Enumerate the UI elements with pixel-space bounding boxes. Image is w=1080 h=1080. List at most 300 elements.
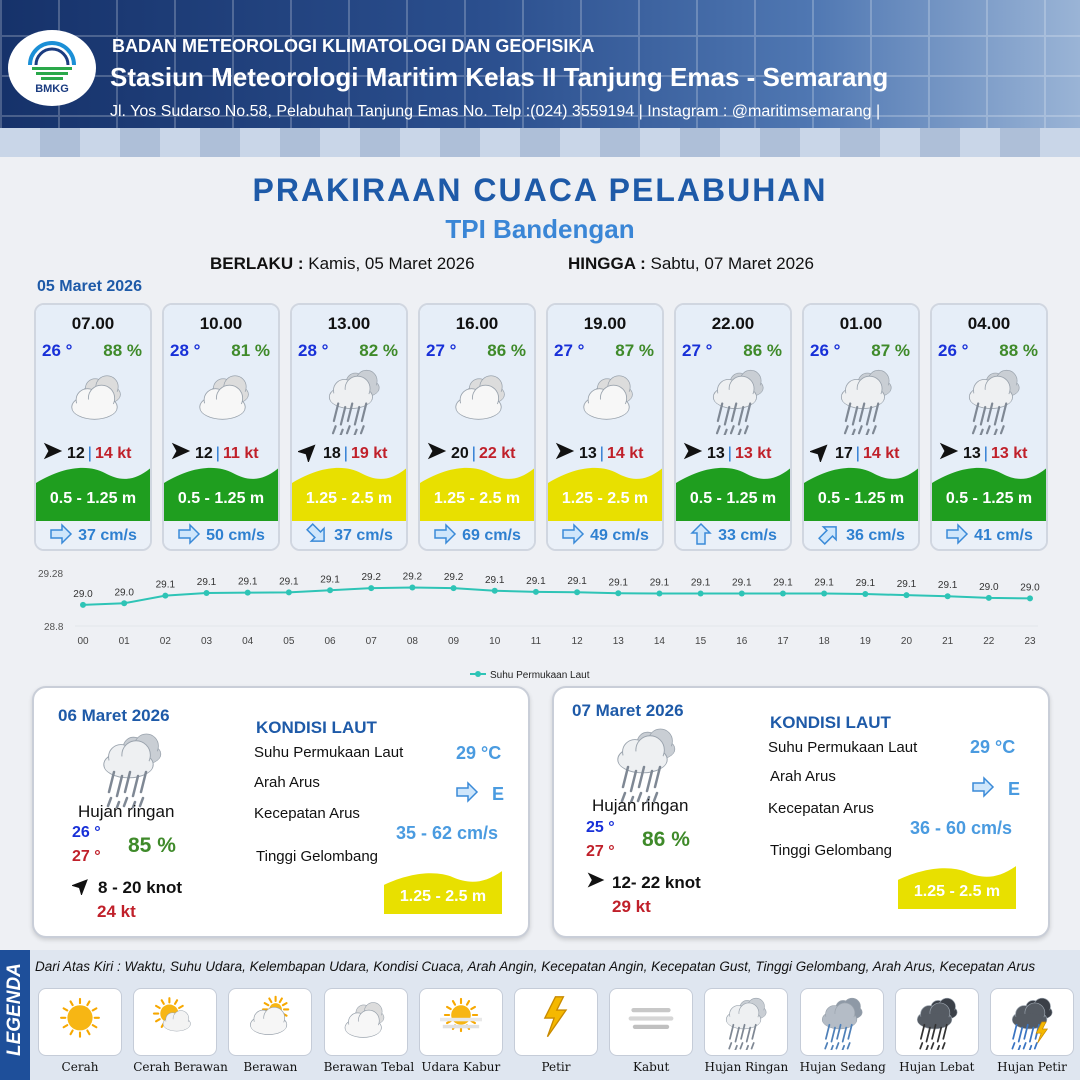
card-current-speed: 49 cm/s bbox=[590, 527, 649, 544]
x-tick-label: 10 bbox=[489, 636, 501, 647]
card-current-speed: 37 cm/s bbox=[78, 527, 137, 544]
hujan-ringan-icon bbox=[606, 723, 686, 803]
kondisi-laut-title: KONDISI LAUT bbox=[256, 718, 377, 737]
card-temp: 28 ° bbox=[298, 341, 329, 360]
card-wave-height: 0.5 - 1.25 m bbox=[689, 490, 777, 507]
sst-value: 29 °C bbox=[456, 743, 502, 763]
legend-item-udara-kabur bbox=[419, 988, 503, 1074]
card-current bbox=[932, 521, 1046, 551]
card-humidity: 88 % bbox=[103, 341, 142, 360]
card-temp: 26 ° bbox=[42, 341, 73, 360]
legend-item-hujan-ringan bbox=[704, 988, 788, 1074]
sst-label: Suhu Permukaan Laut bbox=[768, 739, 918, 756]
wave-label: Tinggi Gelombang bbox=[256, 848, 379, 865]
card-current-speed: 41 cm/s bbox=[974, 527, 1033, 544]
valid-to bbox=[568, 254, 814, 274]
x-tick-label: 18 bbox=[818, 636, 830, 647]
card-weather-icon bbox=[826, 365, 906, 435]
card-gust: 13 kt bbox=[990, 444, 1028, 462]
data-label: 29.2 bbox=[402, 571, 423, 583]
valid-from bbox=[210, 254, 475, 274]
data-point bbox=[739, 591, 745, 597]
current-direction-icon bbox=[689, 522, 713, 551]
card-wind-speed: 13 bbox=[579, 444, 597, 462]
x-tick-label: 02 bbox=[159, 636, 171, 647]
card-time: 10.00 bbox=[199, 314, 243, 333]
data-point bbox=[121, 600, 127, 606]
kabut-icon bbox=[621, 994, 681, 1050]
x-tick-label: 12 bbox=[571, 636, 583, 647]
card-separator: | bbox=[599, 444, 604, 462]
data-label: 29.1 bbox=[937, 580, 958, 592]
forecast-card bbox=[418, 303, 536, 551]
card-current bbox=[36, 521, 150, 551]
data-label: 29.1 bbox=[773, 577, 793, 589]
bmkg-logo-icon bbox=[22, 41, 82, 81]
legend-item-kabut bbox=[609, 988, 693, 1074]
card-weather-icon bbox=[314, 365, 394, 435]
data-point bbox=[698, 591, 704, 597]
card-humidity: 86 % bbox=[743, 341, 782, 360]
legend-description: Dari Atas Kiri : Waktu, Suhu Udara, Kelembapan Udara, Kondisi Cuaca, Arah Angin, Kecepatan Angin, Kecepatan Gust, Tinggi Gelombang, Arah Arus, Kecepatan Arus bbox=[35, 959, 1036, 974]
floor-strip bbox=[0, 128, 1080, 157]
card-temp: 28 ° bbox=[170, 341, 201, 360]
wave-label: Tinggi Gelombang bbox=[770, 842, 893, 859]
data-point bbox=[821, 591, 827, 597]
current-east-arrow-icon bbox=[970, 775, 996, 799]
current-direction-icon bbox=[177, 522, 201, 551]
data-label: 29.0 bbox=[73, 588, 93, 600]
current-east-arrow-icon bbox=[49, 522, 73, 546]
data-point bbox=[492, 588, 498, 594]
card-wind-speed: 12 bbox=[67, 444, 85, 462]
data-point bbox=[204, 590, 210, 596]
card-wave-height: 0.5 - 1.25 m bbox=[177, 490, 265, 507]
current-southeast-arrow-icon bbox=[305, 522, 329, 546]
x-tick-label: 22 bbox=[983, 636, 995, 647]
x-tick-label: 21 bbox=[942, 636, 954, 647]
data-point bbox=[245, 590, 251, 596]
current-north-arrow-icon bbox=[689, 522, 713, 546]
card-current bbox=[804, 521, 918, 551]
legend-item-berawan bbox=[228, 988, 312, 1074]
card-gust: 13 kt bbox=[734, 444, 772, 462]
panel-gust: 24 kt bbox=[97, 902, 136, 921]
data-label: 29.2 bbox=[443, 572, 464, 584]
data-point bbox=[327, 587, 333, 593]
panel-wave-badge bbox=[384, 868, 502, 914]
data-label: 29.1 bbox=[567, 576, 587, 588]
data-label: 29.1 bbox=[320, 574, 340, 586]
bmkg-logo bbox=[8, 30, 96, 106]
arus-value bbox=[454, 780, 504, 809]
data-label: 29.1 bbox=[155, 579, 176, 591]
legend-icon-box bbox=[324, 988, 408, 1056]
legend-caption: Berawan bbox=[243, 1060, 298, 1074]
data-label: 29.0 bbox=[1020, 582, 1040, 594]
east-arrow-icon bbox=[938, 440, 960, 462]
data-point bbox=[451, 585, 457, 591]
current-east-arrow-icon bbox=[454, 780, 480, 804]
card-wind-speed: 13 bbox=[707, 444, 725, 462]
card-separator: | bbox=[343, 444, 348, 462]
east-arrow-icon bbox=[426, 440, 448, 462]
legend-caption: Cerah Berawan bbox=[133, 1060, 228, 1074]
forecast-card bbox=[34, 303, 152, 551]
card-current bbox=[164, 521, 278, 551]
data-point bbox=[862, 591, 868, 597]
data-label: 29.1 bbox=[608, 577, 628, 589]
card-weather-icon bbox=[442, 365, 522, 435]
x-tick-label: 17 bbox=[777, 636, 789, 647]
data-point bbox=[986, 595, 992, 601]
petir-icon bbox=[526, 994, 586, 1050]
legend-caption: Kabut bbox=[633, 1060, 670, 1074]
east-arrow-icon bbox=[170, 440, 192, 462]
x-tick-label: 11 bbox=[530, 636, 542, 647]
east-arrow-icon bbox=[554, 440, 576, 462]
x-tick-label: 08 bbox=[406, 636, 418, 647]
cerah-icon bbox=[50, 994, 110, 1050]
card-weather-icon bbox=[954, 365, 1034, 435]
legend-caption: Hujan Lebat bbox=[899, 1060, 975, 1074]
data-label: 29.1 bbox=[690, 577, 711, 589]
card-wave-height: 0.5 - 1.25 m bbox=[817, 490, 905, 507]
northeast-arrow-icon bbox=[298, 440, 320, 462]
card-weather-icon bbox=[58, 365, 138, 435]
kecepatan-value: 36 - 60 cm/s bbox=[910, 818, 1013, 838]
card-wave-height: 0.5 - 1.25 m bbox=[49, 490, 137, 507]
data-point bbox=[615, 590, 621, 596]
data-point bbox=[1027, 595, 1033, 601]
card-temp: 27 ° bbox=[682, 341, 713, 360]
legend-item-hujan-petir bbox=[990, 988, 1074, 1074]
legend-icon-box bbox=[800, 988, 884, 1056]
y-tick-label: 28.8 bbox=[44, 622, 64, 633]
forecast-card bbox=[546, 303, 664, 551]
card-separator: | bbox=[471, 444, 476, 462]
legend-caption: Cerah bbox=[61, 1060, 99, 1074]
card-humidity: 86 % bbox=[487, 341, 526, 360]
legend-item-petir bbox=[514, 988, 598, 1074]
sst-line-chart bbox=[30, 562, 1050, 687]
x-tick-label: 19 bbox=[859, 636, 871, 647]
logo-text: BMKG bbox=[35, 83, 69, 95]
panel-date: 06 Maret 2026 bbox=[58, 706, 170, 725]
legend-caption: Hujan Petir bbox=[997, 1060, 1067, 1074]
legend-caption: Berawan Tebal bbox=[323, 1060, 415, 1074]
page-subtitle: TPI Bandengan bbox=[445, 214, 635, 244]
legend-icon-box bbox=[514, 988, 598, 1056]
card-temp: 27 ° bbox=[426, 341, 457, 360]
berawan-tebal-icon bbox=[58, 365, 138, 435]
arus-dir-text: E bbox=[1008, 779, 1021, 799]
legend-icon-box bbox=[609, 988, 693, 1056]
agency-name: BADAN METEOROLOGI KLIMATOLOGI DAN GEOFISIKA bbox=[112, 36, 595, 56]
card-gust: 19 kt bbox=[350, 444, 388, 462]
sst-label: Suhu Permukaan Laut bbox=[254, 744, 404, 761]
current-east-arrow-icon bbox=[177, 522, 201, 546]
data-label: 29.1 bbox=[649, 577, 670, 589]
current-direction-icon bbox=[817, 522, 841, 551]
current-direction-icon bbox=[433, 522, 457, 551]
card-humidity: 82 % bbox=[359, 341, 398, 360]
forecast-card bbox=[930, 303, 1048, 551]
hujan-ringan-icon bbox=[716, 994, 776, 1050]
northeast-arrow-icon bbox=[810, 440, 832, 462]
card-wind-speed: 20 bbox=[451, 444, 469, 462]
card-current bbox=[292, 521, 406, 551]
hujan-ringan-icon bbox=[954, 365, 1034, 435]
card-wind-speed: 18 bbox=[323, 444, 341, 462]
data-label: 29.1 bbox=[814, 577, 834, 589]
card-wave-height: 1.25 - 2.5 m bbox=[433, 490, 521, 507]
panel-wind bbox=[72, 875, 182, 900]
kecepatan-label: Kecepatan Arus bbox=[254, 805, 360, 822]
legend-icon-box bbox=[419, 988, 503, 1056]
x-tick-label: 09 bbox=[448, 636, 460, 647]
day-panel-2 bbox=[552, 686, 1050, 938]
x-tick-label: 04 bbox=[242, 636, 254, 647]
card-time: 22.00 bbox=[711, 314, 755, 333]
hujan-ringan-icon bbox=[92, 728, 172, 808]
series-line bbox=[83, 588, 1030, 605]
card-temp: 26 ° bbox=[810, 341, 841, 360]
arus-label: Arah Arus bbox=[254, 774, 320, 791]
panel-temp-max: 27 ° bbox=[586, 843, 615, 860]
x-tick-label: 01 bbox=[118, 636, 130, 647]
legend-icon-box bbox=[990, 988, 1074, 1056]
valid-to-label: HINGGA : bbox=[568, 254, 646, 273]
data-point bbox=[574, 589, 580, 595]
east-arrow-icon bbox=[586, 870, 606, 890]
card-time: 13.00 bbox=[327, 314, 371, 333]
wind-direction-icon bbox=[586, 870, 606, 895]
legend-caption: Hujan Ringan bbox=[704, 1060, 789, 1074]
kondisi-laut-title: KONDISI LAUT bbox=[770, 713, 891, 732]
y-tick-label: 29.28 bbox=[38, 569, 64, 580]
card-humidity: 88 % bbox=[999, 341, 1038, 360]
current-east-arrow-icon bbox=[433, 522, 457, 546]
legend-icon-box bbox=[895, 988, 979, 1056]
berawan-tebal-icon bbox=[336, 994, 396, 1050]
card-humidity: 81 % bbox=[231, 341, 270, 360]
arus-label: Arah Arus bbox=[770, 768, 836, 785]
card-separator: | bbox=[87, 444, 92, 462]
card-current bbox=[548, 521, 662, 551]
hujan-ringan-icon bbox=[826, 365, 906, 435]
data-label: 29.1 bbox=[237, 576, 258, 588]
page-title: PRAKIRAAN CUACA PELABUHAN bbox=[252, 172, 828, 208]
sst-value: 29 °C bbox=[970, 737, 1016, 757]
hujan-lebat-icon bbox=[907, 994, 967, 1050]
berawan-icon bbox=[240, 994, 300, 1050]
legend-icon-box bbox=[704, 988, 788, 1056]
panel-condition: Hujan ringan bbox=[592, 796, 689, 815]
card-wave-height: 1.25 - 2.5 m bbox=[561, 490, 649, 507]
legend-side-label: LEGENDA bbox=[0, 950, 30, 1080]
legend-bar bbox=[0, 950, 1080, 1080]
panel-humidity: 85 % bbox=[128, 834, 176, 857]
panel-condition: Hujan ringan bbox=[78, 802, 175, 821]
wind-direction-icon bbox=[72, 875, 92, 900]
card-gust: 11 kt bbox=[222, 444, 259, 462]
x-tick-label: 13 bbox=[612, 636, 624, 647]
card-gust: 14 kt bbox=[94, 444, 132, 462]
panel-wave-height: 1.25 - 2.5 m bbox=[913, 883, 1001, 900]
card-current bbox=[676, 521, 790, 551]
panel-temp-min: 25 ° bbox=[586, 819, 615, 836]
card-current bbox=[420, 521, 534, 551]
station-name: Stasiun Meteorologi Maritim Kelas II Tanjung Emas - Semarang bbox=[110, 62, 889, 92]
current-east-arrow-icon bbox=[945, 522, 969, 546]
card-time: 07.00 bbox=[71, 314, 115, 333]
northeast-arrow-icon bbox=[72, 875, 92, 895]
panel-temp-max: 27 ° bbox=[72, 848, 101, 865]
data-point bbox=[903, 592, 909, 598]
panel-wind-speed: 12- 22 knot bbox=[612, 872, 701, 892]
legend-icon-box bbox=[228, 988, 312, 1056]
data-point bbox=[80, 602, 86, 608]
forecast-card bbox=[162, 303, 280, 551]
data-point bbox=[286, 589, 292, 595]
x-tick-label: 14 bbox=[653, 636, 665, 647]
x-tick-label: 05 bbox=[283, 636, 295, 647]
x-tick-label: 20 bbox=[900, 636, 913, 647]
arus-value bbox=[970, 775, 1020, 804]
valid-from-value: Kamis, 05 Maret 2026 bbox=[308, 254, 475, 273]
current-northeast-arrow-icon bbox=[817, 522, 841, 546]
panel-wave-badge bbox=[898, 863, 1016, 909]
current-direction-icon bbox=[970, 775, 996, 804]
forecast-card bbox=[290, 303, 408, 551]
legend-icon-box bbox=[38, 988, 122, 1056]
card-current-speed: 36 cm/s bbox=[846, 527, 905, 544]
card-separator: | bbox=[215, 444, 220, 462]
panel-weather-icon bbox=[92, 728, 172, 813]
legend-caption: Petir bbox=[541, 1060, 571, 1074]
kecepatan-value: 35 - 62 cm/s bbox=[396, 823, 499, 843]
legend-icon-box bbox=[133, 988, 217, 1056]
panel-wind-speed: 8 - 20 knot bbox=[98, 877, 183, 897]
card-gust: 22 kt bbox=[478, 444, 516, 462]
card-time: 16.00 bbox=[455, 314, 499, 333]
data-label: 29.1 bbox=[485, 574, 505, 586]
data-label: 29.1 bbox=[196, 576, 217, 588]
east-arrow-icon bbox=[682, 440, 704, 462]
card-weather-icon bbox=[698, 365, 778, 435]
card-separator: | bbox=[855, 444, 860, 462]
current-direction-icon bbox=[945, 522, 969, 551]
legend-caption: Hujan Sedang bbox=[799, 1060, 886, 1074]
x-tick-label: 07 bbox=[365, 636, 377, 647]
berawan-tebal-icon bbox=[442, 365, 522, 435]
station-address: Jl. Yos Sudarso No.58, Pelabuhan Tanjung Emas No. Telp :(024) 3559194 | Instagram : @maritimsemarang | bbox=[110, 103, 881, 120]
x-tick-label: 23 bbox=[1024, 636, 1036, 647]
valid-from-label: BERLAKU : bbox=[210, 254, 304, 273]
card-time: 04.00 bbox=[967, 314, 1011, 333]
data-label: 29.0 bbox=[114, 587, 134, 599]
hujan-ringan-icon bbox=[314, 365, 394, 435]
current-east-arrow-icon bbox=[561, 522, 585, 546]
card-separator: | bbox=[727, 444, 732, 462]
data-label: 29.1 bbox=[279, 576, 299, 588]
card-temp: 26 ° bbox=[938, 341, 969, 360]
arus-dir-text: E bbox=[492, 784, 505, 804]
berawan-tebal-icon bbox=[570, 365, 650, 435]
legend-item-cerah bbox=[38, 988, 122, 1074]
card-time: 19.00 bbox=[583, 314, 627, 333]
udara-kabur-icon bbox=[431, 994, 491, 1050]
data-point bbox=[162, 593, 168, 599]
card-wind-speed: 12 bbox=[195, 444, 213, 462]
east-arrow-icon bbox=[42, 440, 64, 462]
data-label: 29.1 bbox=[896, 579, 917, 591]
berawan-tebal-icon bbox=[186, 365, 266, 435]
day-panel-1 bbox=[32, 686, 530, 938]
valid-to-value: Sabtu, 07 Maret 2026 bbox=[650, 254, 815, 273]
data-label: 29.2 bbox=[361, 572, 381, 584]
card-current-speed: 37 cm/s bbox=[334, 527, 393, 544]
x-tick-label: 00 bbox=[77, 636, 89, 647]
current-direction-icon bbox=[305, 522, 329, 551]
x-tick-label: 15 bbox=[695, 636, 707, 647]
x-tick-label: 06 bbox=[324, 636, 336, 647]
data-point bbox=[945, 593, 951, 599]
hujan-petir-icon bbox=[1002, 994, 1062, 1050]
hujan-sedang-icon bbox=[812, 994, 872, 1050]
data-point bbox=[409, 585, 415, 591]
data-point bbox=[780, 591, 786, 597]
card-current-speed: 33 cm/s bbox=[718, 527, 777, 544]
data-point bbox=[656, 591, 662, 597]
legend-label: Suhu Permukaan Laut bbox=[490, 670, 590, 681]
panel-humidity: 86 % bbox=[642, 828, 690, 851]
card-wind-speed: 13 bbox=[963, 444, 981, 462]
data-label: 29.1 bbox=[855, 578, 876, 590]
panel-temp-min: 26 ° bbox=[72, 824, 101, 841]
current-direction-icon bbox=[49, 522, 73, 551]
current-direction-icon bbox=[454, 780, 480, 809]
legend-item-hujan-lebat bbox=[895, 988, 979, 1074]
card-current-speed: 69 cm/s bbox=[462, 527, 521, 544]
kecepatan-label: Kecepatan Arus bbox=[768, 800, 874, 817]
x-tick-label: 16 bbox=[736, 636, 748, 647]
legend-swatch-dot bbox=[475, 671, 481, 677]
card-weather-icon bbox=[570, 365, 650, 435]
panel-wind bbox=[586, 870, 701, 895]
card-gust: 14 kt bbox=[862, 444, 900, 462]
cerah-berawan-icon bbox=[145, 994, 205, 1050]
forecast-card bbox=[802, 303, 920, 551]
card-weather-icon bbox=[186, 365, 266, 435]
hujan-ringan-icon bbox=[698, 365, 778, 435]
card-wind-speed: 17 bbox=[835, 444, 853, 462]
card-gust: 14 kt bbox=[606, 444, 644, 462]
legend-item-cerah-berawan bbox=[133, 988, 228, 1074]
day0-date: 05 Maret 2026 bbox=[37, 278, 142, 295]
card-separator: | bbox=[983, 444, 988, 462]
card-wave-height: 0.5 - 1.25 m bbox=[945, 490, 1033, 507]
card-humidity: 87 % bbox=[871, 341, 910, 360]
card-time: 01.00 bbox=[839, 314, 883, 333]
data-label: 29.1 bbox=[732, 577, 752, 589]
forecast-card bbox=[674, 303, 792, 551]
panel-wave-height: 1.25 - 2.5 m bbox=[399, 888, 487, 905]
current-direction-icon bbox=[561, 522, 585, 551]
data-label: 29.1 bbox=[526, 575, 546, 587]
legend-item-berawan-tebal bbox=[323, 988, 415, 1074]
